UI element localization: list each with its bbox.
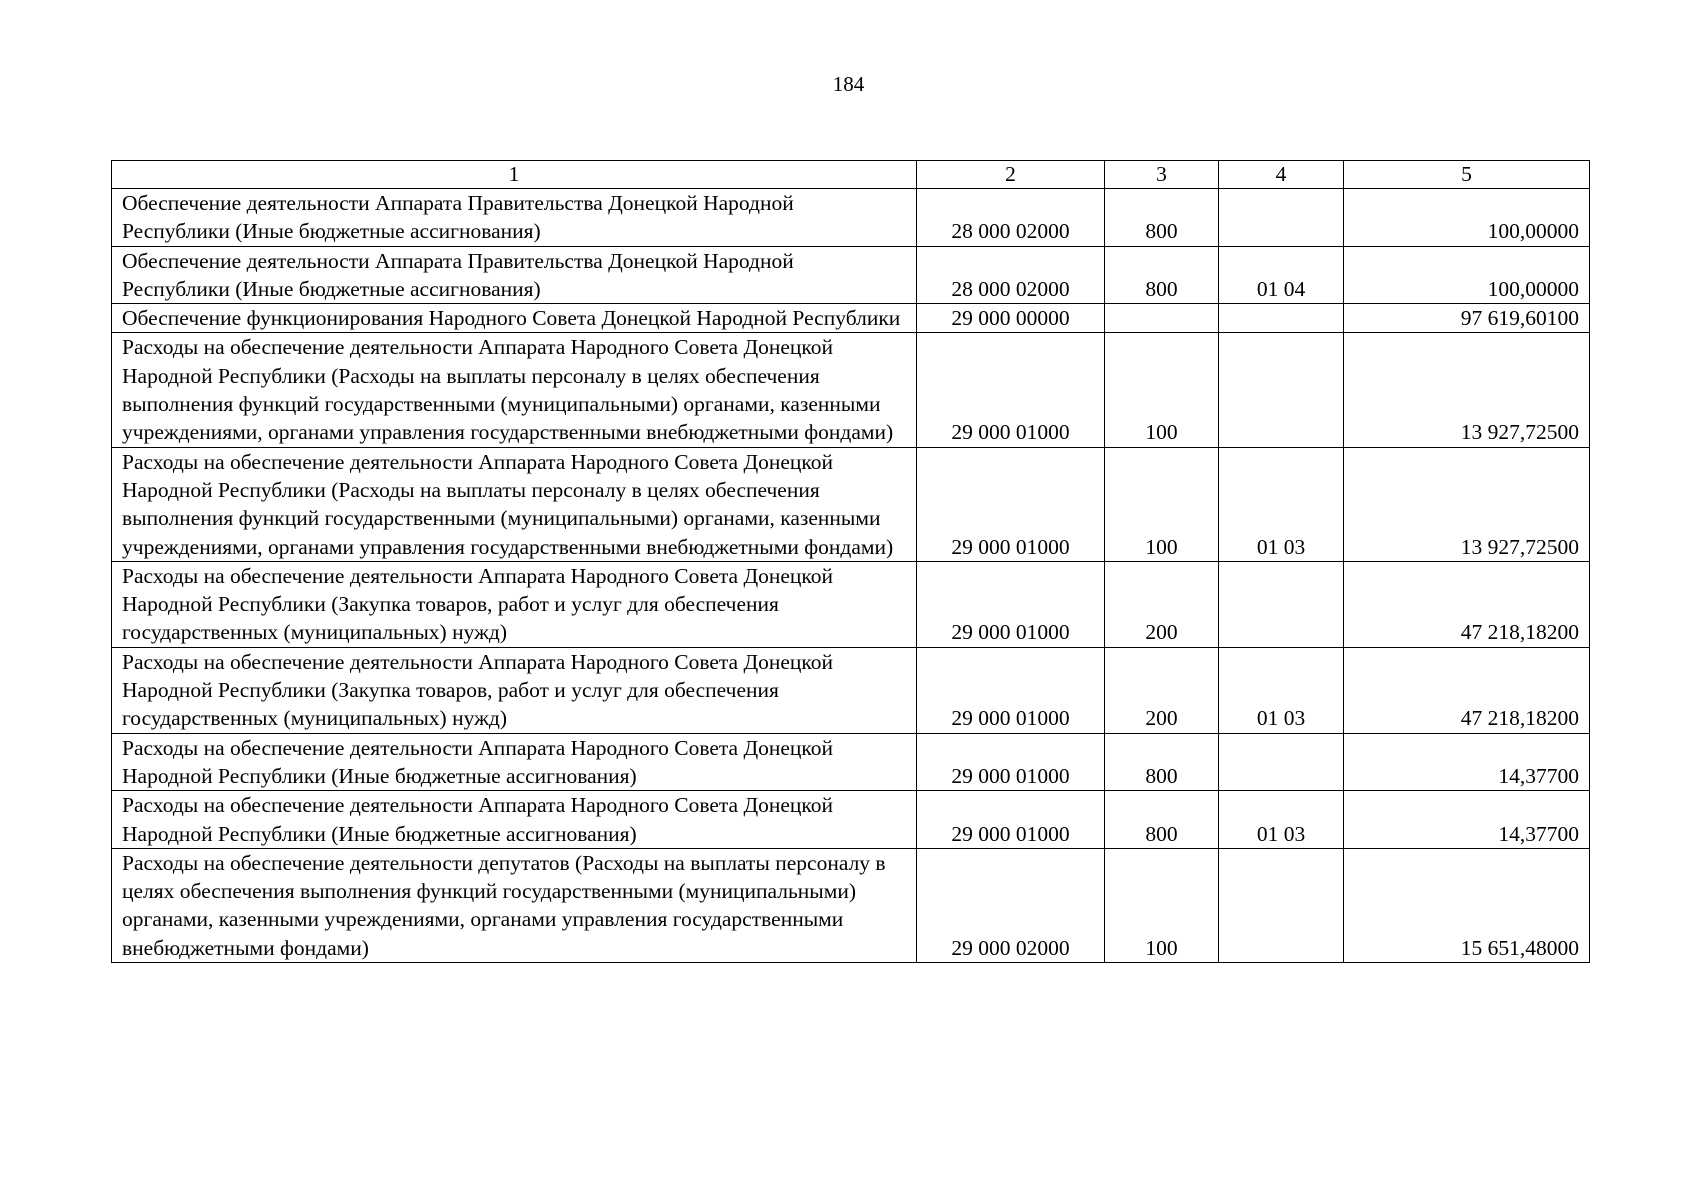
table-row (112, 848, 1590, 962)
table-row (112, 791, 1590, 849)
row-name-cell: Расходы на обеспечение деятельности Аппарата Народного Совета Донецкой Народной Республики (Иные бюджетные ассигнования) (112, 791, 917, 849)
row-name-cell: Обеспечение деятельности Аппарата Правительства Донецкой Народной Республики (Иные бюджетные ассигнования) (112, 189, 917, 247)
row-amount-cell: 14,37700 (1344, 791, 1590, 849)
row-type-cell: 200 (1105, 647, 1219, 733)
row-section-cell (1219, 848, 1344, 962)
row-amount-cell: 47 218,18200 (1344, 647, 1590, 733)
column-header-2: 2 (917, 161, 1105, 189)
row-name-cell: Расходы на обеспечение деятельности депутатов (Расходы на выплаты персоналу в целях обеспечения выполнения функций государственными (муниципальными) органами, казенными учреждениями, органами управления государственными внебюджетными фондами) (112, 848, 917, 962)
row-name-cell: Расходы на обеспечение деятельности Аппарата Народного Совета Донецкой Народной Республики (Закупка товаров, работ и услуг для обеспечения государственных (муниципальных) нужд) (112, 647, 917, 733)
page-number: 184 (832, 72, 865, 96)
row-section-cell: 01 04 (1219, 246, 1344, 304)
row-type-cell: 800 (1105, 189, 1219, 247)
row-code-cell: 28 000 02000 (917, 246, 1105, 304)
table-row (112, 647, 1590, 733)
row-amount-cell: 100,00000 (1344, 246, 1590, 304)
table-row (112, 333, 1590, 447)
row-section-cell: 01 03 (1219, 647, 1344, 733)
row-section-cell (1219, 189, 1344, 247)
row-type-cell (1105, 304, 1219, 333)
table-row (112, 561, 1590, 647)
row-code-cell: 29 000 01000 (917, 733, 1105, 791)
row-section-cell: 01 03 (1219, 791, 1344, 849)
row-name-cell: Расходы на обеспечение деятельности Аппарата Народного Совета Донецкой Народной Республики (Расходы на выплаты персоналу в целях обеспечения выполнения функций государственными (муниципальными) органами, казенными учреждениями, органами управления государственными внебюджетными фондами) (112, 447, 917, 561)
row-amount-cell: 100,00000 (1344, 189, 1590, 247)
row-code-cell: 29 000 01000 (917, 561, 1105, 647)
row-section-cell (1219, 333, 1344, 447)
row-amount-cell: 13 927,72500 (1344, 333, 1590, 447)
row-name-cell: Обеспечение функционирования Народного Совета Донецкой Народной Республики (112, 304, 917, 333)
row-section-cell (1219, 733, 1344, 791)
column-header-3: 3 (1105, 161, 1219, 189)
row-section-cell (1219, 561, 1344, 647)
column-header-4: 4 (1219, 161, 1344, 189)
row-section-cell (1219, 304, 1344, 333)
column-header-5: 5 (1344, 161, 1590, 189)
row-code-cell: 29 000 01000 (917, 447, 1105, 561)
row-section-cell: 01 03 (1219, 447, 1344, 561)
row-type-cell: 200 (1105, 561, 1219, 647)
row-type-cell: 100 (1105, 848, 1219, 962)
row-type-cell: 800 (1105, 246, 1219, 304)
row-code-cell: 28 000 02000 (917, 189, 1105, 247)
row-type-cell: 800 (1105, 791, 1219, 849)
row-name-cell: Расходы на обеспечение деятельности Аппарата Народного Совета Донецкой Народной Республики (Расходы на выплаты персоналу в целях обеспечения выполнения функций государственными (муниципальными) органами, казенными учреждениями, органами управления государственными внебюджетными фондами) (112, 333, 917, 447)
row-amount-cell: 13 927,72500 (1344, 447, 1590, 561)
row-amount-cell: 97 619,60100 (1344, 304, 1590, 333)
row-code-cell: 29 000 01000 (917, 647, 1105, 733)
column-header-1: 1 (112, 161, 917, 189)
row-code-cell: 29 000 01000 (917, 791, 1105, 849)
row-type-cell: 100 (1105, 333, 1219, 447)
table-row (112, 733, 1590, 791)
row-type-cell: 800 (1105, 733, 1219, 791)
budget-table (111, 160, 1590, 963)
row-name-cell: Обеспечение деятельности Аппарата Правительства Донецкой Народной Республики (Иные бюджетные ассигнования) (112, 246, 917, 304)
table-row (112, 246, 1590, 304)
row-amount-cell: 47 218,18200 (1344, 561, 1590, 647)
row-name-cell: Расходы на обеспечение деятельности Аппарата Народного Совета Донецкой Народной Республики (Иные бюджетные ассигнования) (112, 733, 917, 791)
row-code-cell: 29 000 00000 (917, 304, 1105, 333)
row-code-cell: 29 000 02000 (917, 848, 1105, 962)
table-row (112, 447, 1590, 561)
row-code-cell: 29 000 01000 (917, 333, 1105, 447)
row-name-cell: Расходы на обеспечение деятельности Аппарата Народного Совета Донецкой Народной Республики (Закупка товаров, работ и услуг для обеспечения государственных (муниципальных) нужд) (112, 561, 917, 647)
row-amount-cell: 14,37700 (1344, 733, 1590, 791)
table-row (112, 189, 1590, 247)
table-row (112, 304, 1590, 333)
row-type-cell: 100 (1105, 447, 1219, 561)
row-amount-cell: 15 651,48000 (1344, 848, 1590, 962)
table-header-row (112, 161, 1590, 189)
